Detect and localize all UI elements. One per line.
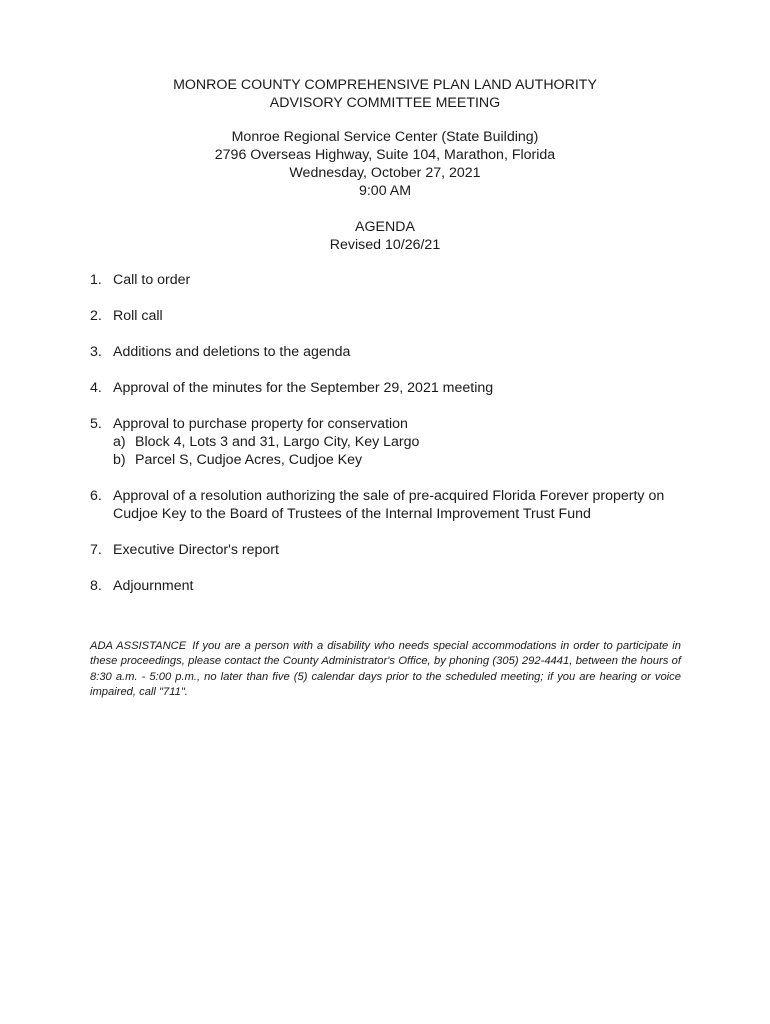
ada-notice <box>90 639 681 700</box>
subitem-text: Block 4, Lots 3 and 31, Largo City, Key Largo <box>135 434 420 450</box>
item-text: Approval to purchase property for conservation <box>113 416 408 432</box>
agenda-item <box>90 343 700 361</box>
subitem-letter: b) <box>113 452 126 468</box>
item-number: 3. <box>90 344 102 360</box>
item-text: Additions and deletions to the agenda <box>113 344 351 360</box>
meeting-title <box>0 76 770 112</box>
agenda-list <box>90 271 700 613</box>
item-text: Executive Director's report <box>113 542 279 558</box>
agenda-item <box>90 379 700 397</box>
item-number: 2. <box>90 308 102 324</box>
agenda-item <box>90 541 700 559</box>
item-number: 7. <box>90 542 102 558</box>
meeting-date: Wednesday, October 27, 2021 <box>289 165 481 181</box>
agenda-label: AGENDA <box>355 219 415 235</box>
item-number: 1. <box>90 272 102 288</box>
item-text: Adjournment <box>113 578 194 594</box>
agenda-sublist <box>113 433 700 469</box>
meeting-time: 9:00 AM <box>358 183 412 199</box>
agenda-item <box>90 415 700 469</box>
agenda-subitem <box>113 451 700 469</box>
revised-date: Revised 10/26/21 <box>329 237 441 253</box>
item-text: Call to order <box>113 272 191 288</box>
agenda-item <box>90 307 700 325</box>
item-number: 8. <box>90 578 102 594</box>
subitem-text: Parcel S, Cudjoe Acres, Cudjoe Key <box>135 452 363 468</box>
venue: Monroe Regional Service Center (State Building) <box>231 129 539 145</box>
agenda-item <box>90 577 700 595</box>
item-text: Approval of the minutes for the September 29, 2021 meeting <box>113 380 494 396</box>
title-line-1: MONROE COUNTY COMPREHENSIVE PLAN LAND AUTHORITY <box>173 77 597 93</box>
item-text: Approval of a resolution authorizing the sale of pre-acquired Florida Forever property on Cudjoe Key to the Board of Trustees of the Internal Improvement Trust Fund <box>113 488 665 522</box>
agenda-subitem <box>113 433 700 451</box>
meeting-details <box>0 128 770 200</box>
ada-label: ADA ASSISTANCE <box>90 640 187 653</box>
ada-text: If you are a person with a disability who needs special accommodations in order to participate in these proceedings, please contact the County Administrator's Office, by phoning (305) 292-4441, between the hours of 8:30 a.m. - 5:00 p.m., no later than five (5) calendar days prior to the scheduled meeting; if you are hearing or voice impaired, call "711". <box>90 640 681 698</box>
item-number: 4. <box>90 380 102 396</box>
agenda-item <box>90 271 700 289</box>
item-number: 5. <box>90 416 102 432</box>
address: 2796 Overseas Highway, Suite 104, Marathon, Florida <box>214 147 556 163</box>
agenda-heading <box>0 218 770 254</box>
title-line-2: ADVISORY COMMITTEE MEETING <box>269 95 501 111</box>
agenda-item <box>90 487 700 523</box>
item-text: Roll call <box>113 308 163 324</box>
item-number: 6. <box>90 488 102 504</box>
subitem-letter: a) <box>113 434 126 450</box>
